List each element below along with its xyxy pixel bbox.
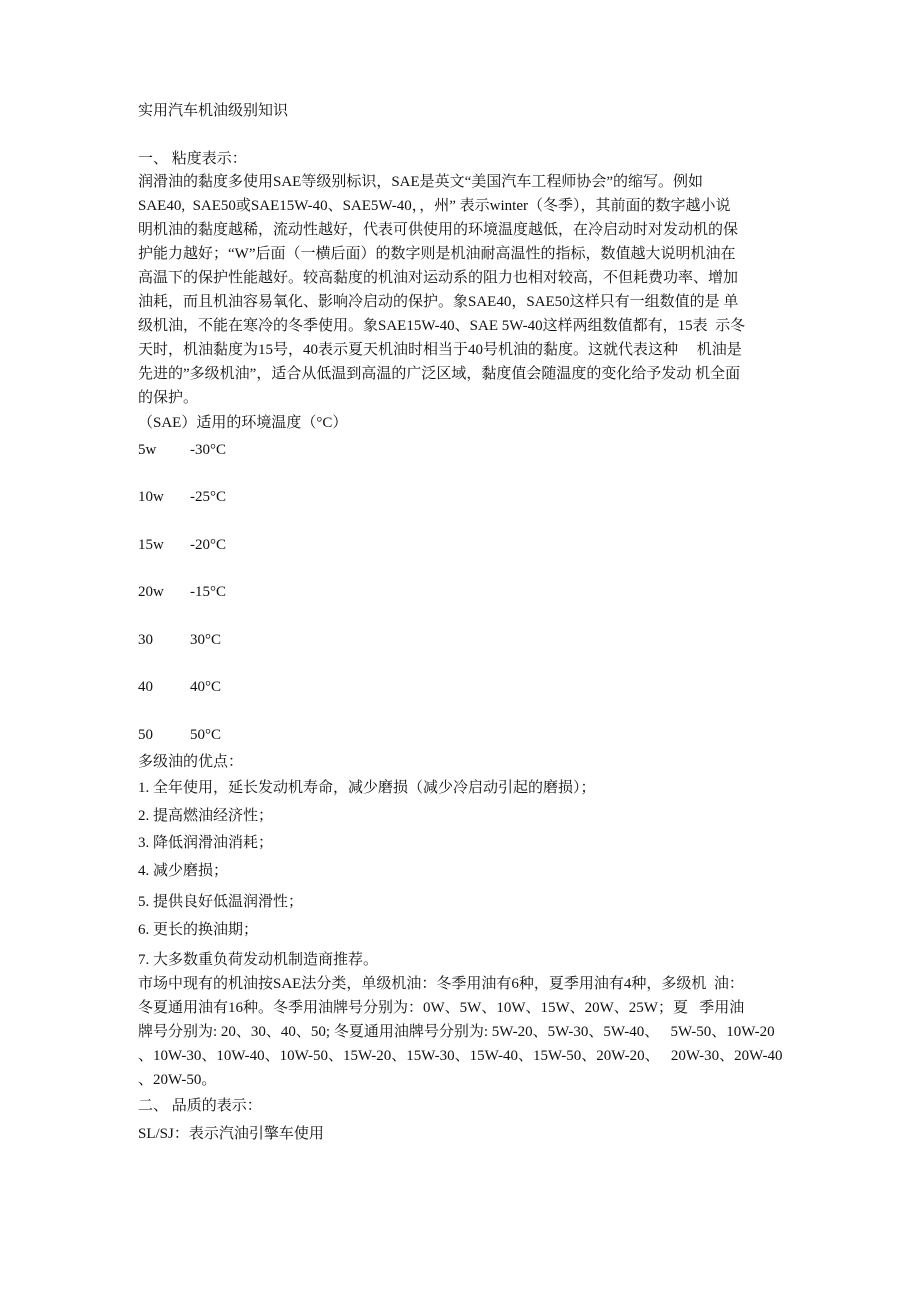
paragraph-line: 天时，机油黏度为15号，40表示夏天机油时相当于40号机油的黏度。这就代表这种 机油是 [138, 342, 742, 358]
table-heading: （SAE）适用的环境温度（°C） [138, 415, 348, 431]
grade-cell: 20w [138, 584, 164, 600]
list-item: 7. 大多数重负荷发动机制造商推荐。 [138, 952, 379, 968]
list-item: 3. 降低润滑油消耗； [138, 835, 274, 851]
paragraph-line: 护能力越好；“W”后面（一横后面）的数字则是机油耐高温性的指标，数值越大说明机油在 [138, 246, 736, 262]
paragraph-line: 级机油，不能在寒冷的冬季使用。象SAE15W-40、SAE 5W-40这样两组数值都有，15表 示冬 [138, 318, 746, 334]
list-item: 2. 提高燃油经济性； [138, 808, 274, 824]
list-item: 5. 提供良好低温润滑性； [138, 894, 304, 910]
temp-cell: -30°C [190, 442, 226, 458]
paragraph-line: 先进的”多级机油”，适合从低温到高温的广泛区域，黏度值会随温度的变化给予发动 机全面 [138, 366, 741, 382]
grade-cell: 40 [138, 679, 153, 695]
paragraph-line: 、20W-50。 [138, 1072, 217, 1088]
temp-cell: 40°C [190, 679, 222, 695]
paragraph-line: 、10W-30、10W-40、10W-50、15W-20、15W-30、15W-40、15W-50、20W-20、 20W-30、20W-40 [138, 1048, 783, 1064]
list-item: 6. 更长的换油期； [138, 922, 259, 938]
temp-cell: 50°C [190, 727, 222, 743]
grade-cell: 10w [138, 489, 164, 505]
list-item: 4. 减少磨损； [138, 863, 229, 879]
temp-cell: -20°C [190, 537, 226, 553]
paragraph-line: SAE40, SAE50或SAE15W-40、SAE5W-40，，州” 表示winter（冬季），其前面的数字越小说 [138, 198, 731, 214]
document-title: 实用汽车机油级别知识 [138, 103, 289, 119]
paragraph-line: 油耗，而且机油容易氧化、影响冷启动的保护。象SAE40，SAE50这样只有一组数值的是 单 [138, 294, 739, 310]
paragraph-line: 明机油的黏度越稀，流动性越好，代表可供使用的环境温度越低，在冷启动时对发动机的保 [138, 222, 739, 238]
paragraph-line: 冬夏通用油有16种。冬季用油牌号分别为：0W、5W、10W、15W、20W、25W；夏 季用油 [138, 1000, 745, 1016]
paragraph-line: 牌号分别为: 20、30、40、50; 冬夏通用油牌号分别为: 5W-20、5W-30、5W-40、 5W-50、10W-20 [138, 1024, 775, 1040]
grade-cell: 5w [138, 442, 157, 458]
paragraph-line: 的保护。 [138, 390, 199, 406]
paragraph-line: 润滑油的黏度多使用SAE等级别标识，SAE是英文“美国汽车工程师协会”的缩写。例如 [138, 174, 703, 190]
advantages-heading: 多级油的优点： [138, 754, 244, 770]
grade-cell: 15w [138, 537, 164, 553]
section-heading: 一、 粘度表示： [138, 151, 247, 167]
list-item: 1. 全年使用，延长发动机寿命，减少磨损（减少冷启动引起的磨损）； [138, 780, 596, 796]
temp-cell: 30°C [190, 632, 222, 648]
grade-cell: 50 [138, 727, 153, 743]
grade-cell: 30 [138, 632, 153, 648]
section-heading: 二、 品质的表示： [138, 1098, 262, 1114]
paragraph-line: 高温下的保护性能越好。较高黏度的机油对运动系的阻力也相对较高，不但耗费功率、增加 [138, 270, 739, 286]
paragraph-line: SL/SJ：表示汽油引擎车使用 [138, 1126, 324, 1142]
temp-cell: -25°C [190, 489, 226, 505]
temp-cell: -15°C [190, 584, 226, 600]
paragraph-line: 市场中现有的机油按SAE法分类，单级机油：冬季用油有6种，夏季用油有4种，多级机 油： [138, 976, 744, 992]
